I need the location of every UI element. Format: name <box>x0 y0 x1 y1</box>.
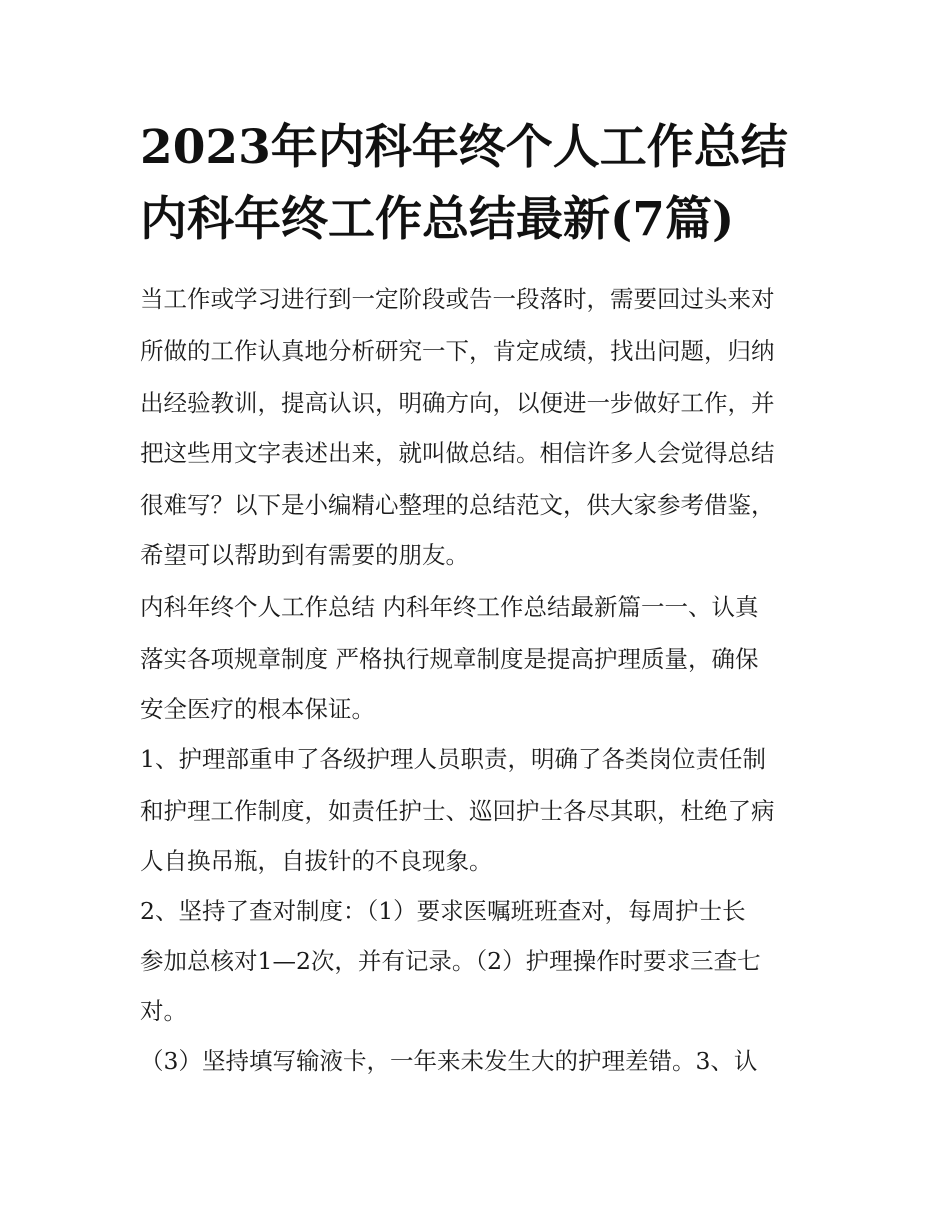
text-line: 落实各项规章制度 严格执行规章制度是提高护理质量，确保 <box>140 645 759 673</box>
text-line: 内科年终个人工作总结 内科年终工作总结最新篇一一、认真 <box>140 593 759 621</box>
document-title: 2023年内科年终个人工作总结 <box>140 120 788 175</box>
text-line: 当工作或学习进行到一定阶段或告一段落时，需要回过头来对 <box>140 285 775 313</box>
text-line: 很难写？以下是小编精心整理的总结范文，供大家参考借鉴， <box>140 491 775 519</box>
text-line: 和护理工作制度，如责任护士、巡回护士各尽其职，杜绝了病 <box>140 797 775 825</box>
text-line: 1、护理部重申了各级护理人员职责，明确了各类岗位责任制 <box>140 745 766 773</box>
text-line: 安全医疗的根本保证。 <box>140 695 375 723</box>
text-line: （3）坚持填写输液卡，一年来未发生大的护理差错。3、认 <box>140 1047 758 1075</box>
text-line: 2、坚持了查对制度：（1）要求医嘱班班查对，每周护士长 <box>140 897 746 925</box>
text-line: 把这些用文字表述出来，就叫做总结。相信许多人会觉得总结 <box>140 439 775 467</box>
text-line: 希望可以帮助到有需要的朋友。 <box>140 541 469 569</box>
text-line: 参加总核对1—2次，并有记录。（2）护理操作时要求三查七 <box>140 947 761 975</box>
text-line: 对。 <box>140 997 187 1025</box>
text-line: 人自换吊瓶，自拔针的不良现象。 <box>140 847 493 875</box>
text-line: 所做的工作认真地分析研究一下，肯定成绩，找出问题，归纳 <box>140 337 775 365</box>
text-line: 出经验教训，提高认识，明确方向，以便进一步做好工作，并 <box>140 389 775 417</box>
document-subtitle: 内科年终工作总结最新(7篇) <box>140 192 735 247</box>
